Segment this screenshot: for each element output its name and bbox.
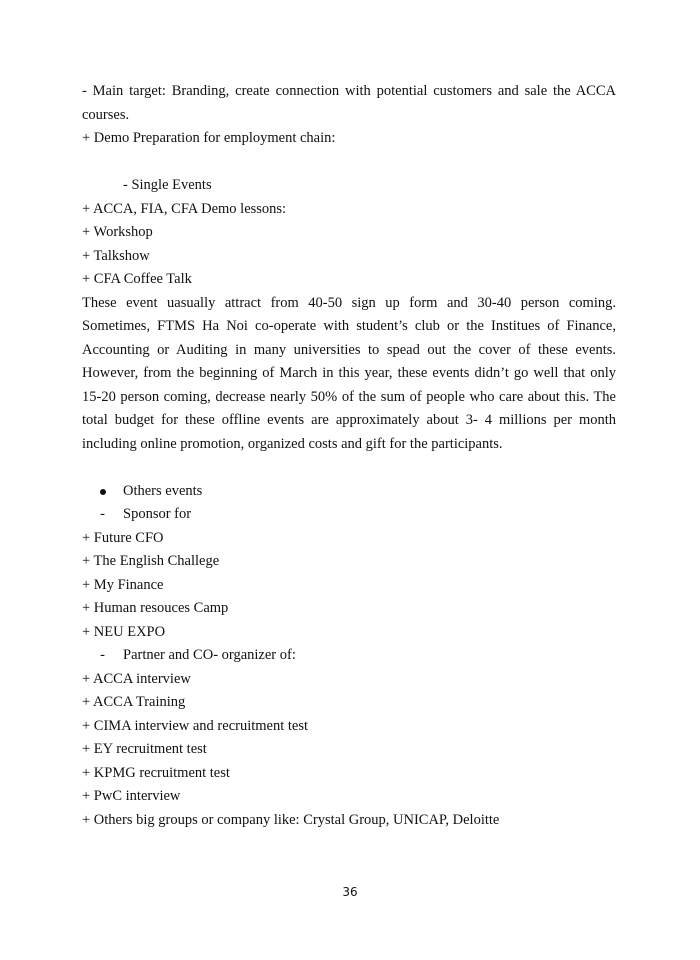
list-item: + Human resouces Camp <box>82 600 229 616</box>
page-number: 36 <box>342 885 358 899</box>
list-item: + The English Challege <box>82 553 220 569</box>
partner-heading <box>82 644 616 668</box>
list-item: + ACCA, FIA, CFA Demo lessons: <box>82 200 287 217</box>
list-item: + EY recruitment test <box>82 741 207 757</box>
main-target-text: - Main target: Branding, create connection with potential customers and sale the ACCA courses. <box>82 83 616 123</box>
spacer <box>82 456 616 480</box>
list-item: + PwC interview <box>82 788 181 804</box>
list-item: + KPMG recruitment test <box>82 764 230 781</box>
others-events-label: Others events <box>123 482 203 499</box>
list-item: + ACCA interview <box>82 670 191 687</box>
list-item: + Talkshow <box>82 247 150 264</box>
partner-heading-label: Partner and CO- organizer of: <box>123 647 296 663</box>
list-item: + Others big groups or company like: Crystal Group, UNICAP, Deloitte <box>82 811 500 828</box>
page-content <box>82 80 616 832</box>
single-events-paragraph: These event uasually attract from 40-50 sign up form and 30-40 person coming. Sometimes, FTMS Ha Noi co-operate with student’s club or the Institues of Finance, Accounting or Auditing in many universities to spead out the cover of these events. However, from the beginning of March in this year, these events didn’t go well that only 15-20 person coming, decrease nearly 50% of the sum of people who care about this. The total budget for these offline events are approximately about 3- 4 millions per month including online promotion, organized costs and gift for the participants. <box>82 294 616 452</box>
list-item: + My Finance <box>82 576 164 593</box>
spacer <box>82 151 616 175</box>
list-item: + ACCA Training <box>82 694 186 710</box>
dash-icon: - <box>100 506 105 522</box>
list-item: + Future CFO <box>82 529 164 546</box>
sponsor-heading <box>82 503 616 527</box>
list-item: + Workshop <box>82 224 153 240</box>
list-item: + CIMA interview and recruitment test <box>82 717 309 734</box>
list-item: + NEU EXPO <box>82 623 166 640</box>
single-events-heading: - Single Events <box>123 177 212 193</box>
bullet-icon <box>82 480 123 504</box>
sponsor-heading-label: Sponsor for <box>123 506 192 522</box>
demo-prep-text: + Demo Preparation for employment chain: <box>82 130 336 146</box>
list-item: + CFA Coffee Talk <box>82 271 192 287</box>
dash-icon: - <box>100 647 105 663</box>
others-events-bullet <box>82 480 616 504</box>
